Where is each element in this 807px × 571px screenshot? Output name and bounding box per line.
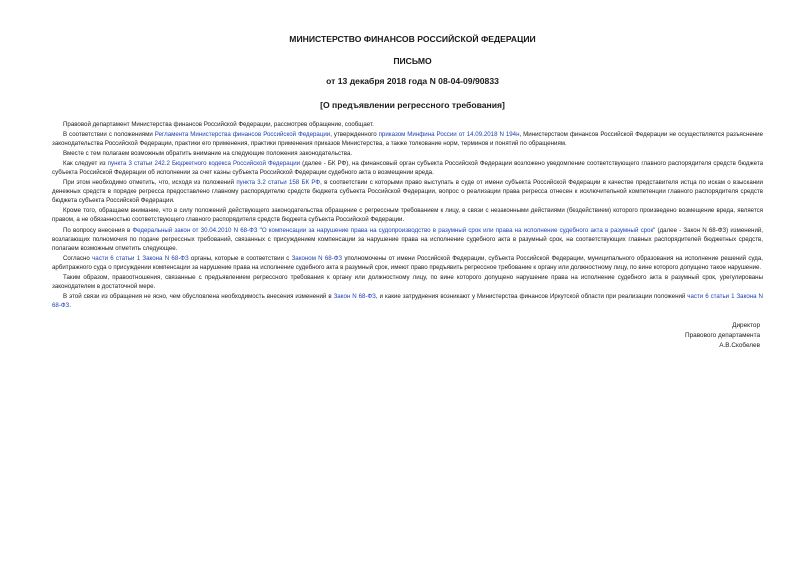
signatory-title: Директор [732,321,760,329]
paragraph-text: Вместе с тем полагаем возможным обратить внимание на следующие положения законодательства. [63,150,353,158]
document-type: ПИСЬМО [393,56,432,66]
paragraph-text: " (далее - Закон N 68-ФЗ) изменений, возлагающих полномочия по подаче регрессных требований, связанных с присуждением компенсации за нарушение права на исполнение судебного акта в разумный срок, на соответствующих главных распорядителей бюджетных средств, полагаем возможным отметить следующее. [52,226,764,252]
paragraph [52,130,763,148]
link-part6-article1[interactable]: части 6 статьи 1 Закона N 68-ФЗ [92,254,189,262]
link-law-title[interactable]: О компенсации за нарушение права на судопроизводство в разумный срок или права на исполнение судебного акта в разумный срок [261,226,654,234]
document-subject: [О предъявлении регрессного требования] [320,100,505,110]
paragraph-text: органы, которые в соответствии с [188,254,292,262]
paragraph [52,149,763,158]
paragraph [52,178,763,205]
link-budget-code-158[interactable]: пункта 3.2 статьи 158 БК РФ [236,179,321,187]
paragraph-text: Правовой департамент Министерства финансов Российской Федерации, рассмотрев обращение, сообщает. [63,121,374,128]
paragraph-text: , и какие затруднения возникают у Министерства финансов Иркутской области при реализации положений [375,292,688,300]
paragraph-text: , в соответствии с которыми право выступать в суде от имени субъекта Российской Федерации в качестве представителя истца по искам о взыскании денежных средств в порядке регресса предоставлено главному распорядителю средств бюджета субъекта Российской Федерации, вопрос о реализации права регресса отнесен к исключительной компетенции главного распорядителя средств бюджета субъекта Российской Федерации. [52,179,763,205]
link-budget-code-242-2[interactable]: пункта 3 статьи 242.2 Бюджетного кодекса Российской Федерации [107,160,301,168]
link-federal-law-68fz[interactable]: Федеральный закон от 30.04.2010 N 68-ФЗ [132,226,258,234]
document-date-number: от 13 декабря 2018 года N 08-04-09/90833 [326,76,499,86]
paragraph [52,292,763,310]
paragraph [52,254,763,272]
paragraph-text: " [257,226,262,234]
paragraph-text: уполномочены от имени Российской Федерации, субъекта Российской Федерации, муниципального образования на исполнение решений суда, арбитражного суда о присуждении компенсации за нарушение права на исполнение судебного акта в разумный срок, имеют право предъявить регрессное требование к органу или должностному лицу, по вине которого допущено такое нарушение. [52,254,763,271]
paragraph-text: Как следует из [63,160,108,168]
signatory-department: Правового департамента [685,331,760,339]
paragraph [52,206,763,224]
link-law-68fz[interactable]: Законом N 68-ФЗ [291,254,343,262]
link-part6-article1-2[interactable]: части 6 статьи 1 Закона N 68-ФЗ [52,292,763,309]
paragraph-text: (далее - БК РФ), на финансовый орган субъекта Российской Федерации возложено уведомление соответствующего главного распорядителя средств бюджета субъекта Российской Федерации об исполнении за счет казны субъекта Российской Федерации судебного акта о возмещении вреда. [52,160,763,177]
paragraph-text: В соответствии с положениями [63,131,155,139]
paragraph-text: . [69,301,71,309]
paragraph [52,226,763,253]
letter-body [52,120,763,310]
link-order-194n[interactable]: приказом Минфина России от 14.09.2018 N 194н [378,131,520,139]
signature-block [52,321,763,351]
paragraph-text: , утвержденного [330,131,379,139]
ministry-heading: МИНИСТЕРСТВО ФИНАНСОВ РОССИЙСКОЙ ФЕДЕРАЦИИ [289,34,536,44]
paragraph [52,273,763,291]
paragraph-text: По вопросу внесения в [63,226,133,234]
paragraph-text: При этом необходимо отметить, что, исходя из положений [63,179,237,187]
link-regulation[interactable]: Регламента Министерства финансов Российской Федерации [154,131,331,139]
signatory-name: А.В.Скобелев [719,341,760,349]
link-law-68fz-2[interactable]: Закон N 68-ФЗ [333,292,376,300]
paragraph-text: Таким образом, правоотношения, связанные с предъявлением регрессного требования к органу или должностному лицу, по вине которого допущено нарушение права на исполнение судебного акта в разумный срок, урегулированы законодателем в достаточной мере. [52,273,763,290]
paragraph [52,120,763,129]
paragraph [52,159,763,177]
paragraph-text: В этой связи из обращения не ясно, чем обусловлена необходимость внесения изменений в [63,292,334,300]
paragraph-text: Согласно [63,254,93,262]
paragraph-text: Кроме того, обращаем внимание, что в силу положений действующего законодательства обращение с регрессным требованием к лицу, в связи с незаконными действиями (бездействием) которого произведено возмещение вреда, является правом, а не обязанностью соответствующего главного распорядителя средств бюджета субъекта Российской Федерации. [52,207,763,224]
paragraph-text: , Министерством финансов Российской Федерации не осуществляется разъяснение законодательства Российской Федерации, практики его применения, практики применения приказов Министерства, а также толкование норм, терминов и понятий по обращениям. [52,131,763,148]
